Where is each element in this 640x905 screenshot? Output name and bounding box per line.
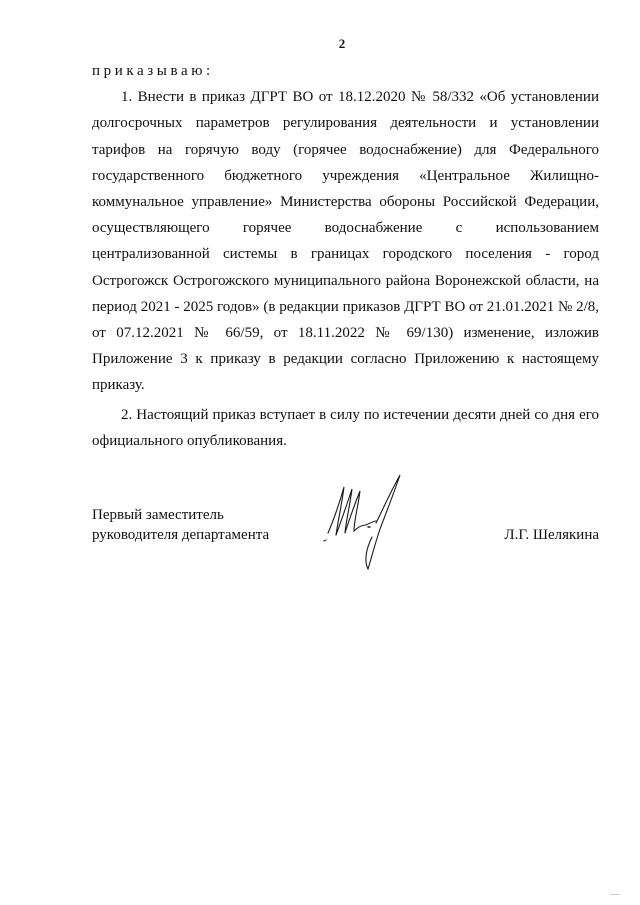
handwritten-signature xyxy=(320,471,410,571)
signer-name: Л.Г. Шелякина xyxy=(504,527,599,543)
signature-block xyxy=(92,505,599,585)
paragraph-1: 1. Внести в приказ ДГРТ ВО от 18.12.2020 № 58/332 «Об установлении долгосрочных параметров регулирования деятельности и установлении тарифов на горячую воду (горячее водоснабжение) для Федерального государственного бюджетного учреждения «Центральное Жилищно-коммунальное управление» Министерства обороны Российской Федерации, осуществляющего горячее водоснабжение с использованием централизованной системы в границах городского поселения - город Острогожск Острогожского муниципального района Воронежской области, на период 2021 - 2025 годов» (в редакции приказов ДГРТ ВО от 21.01.2021 № 2/8, от 07.12.2021 № 66/59, от 18.11.2022 № 69/130) изменение, изложив Приложение 3 к приказу в редакции согласно Приложению к настоящему приказу. xyxy=(92,89,599,394)
signer-title-line-2: руководителя департамента xyxy=(92,527,270,543)
document-body xyxy=(92,58,599,454)
order-lead: приказываю: xyxy=(92,63,214,79)
signer-title-line-1: Первый заместитель xyxy=(92,507,224,523)
paragraph-2: 2. Настоящий приказ вступает в силу по истечении десяти дней со дня его официального опубликования. xyxy=(92,406,599,449)
signer-title xyxy=(92,505,269,545)
scan-corner-mark xyxy=(610,894,620,899)
page-number: 2 xyxy=(338,36,346,51)
